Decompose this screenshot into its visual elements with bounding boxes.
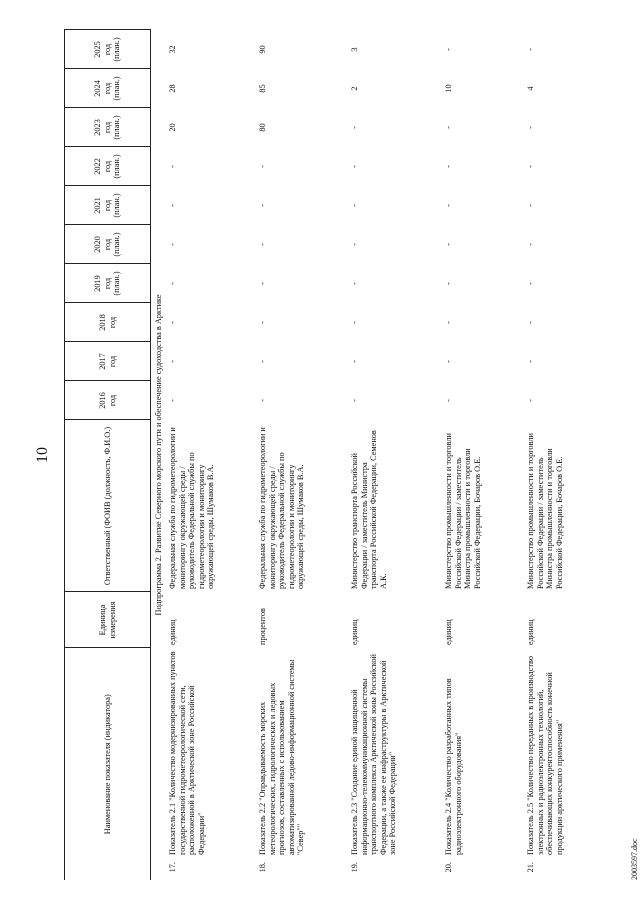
- header-year: 2024 год (план.): [65, 69, 151, 108]
- header-year: 2022 год (план.): [65, 147, 151, 186]
- table-row: 21. Показатель 2.5 "Количество переданных в производство электронных и радиоэлектронных технологий, обеспечивающих конкурентоспособность конечной продукции арктического применения" единиц Министерство промышленности и торговли Российской Федерации / заместитель Министра промышленности и торговли Российской Федерации, Бочаров О.Е. - - - - - - - - 4 -: [526, 48, 564, 873]
- subprogram-row: [151, 30, 167, 880]
- rotated-page: [30, 30, 640, 880]
- table-row: 19. Показатель 2.3 "Создание единой защищенной информационно-телекоммуникационной системы транспортного комплекса Арктической зоны Российской Федерации, а также ее инфраструктуры в Арктической зоне Российской Федерации" единиц Министерство транспорта Российской Федерации / заместитель Министра транспорта Российской Федерации, Семенов А.К. - - - - - - - - 2 3: [350, 47, 397, 873]
- subprogram-title: Подпрограмма 2. Развитие Северного морского пути и обеспечение судоходства в Арктике: [154, 294, 163, 616]
- header-year: 2021 год (план.): [65, 186, 151, 225]
- table-row: 20. Показатель 2.4 "Количество разработанных типов радиоэлектронного оборудования" единиц Министерство промышленности и торговли Российской Федерации / заместитель Министра промышленности и торговли Российской Федерации, Бочаров О.Е. - - - - - - - - 10 -: [444, 48, 482, 873]
- document-code: 2003597.doc: [630, 838, 639, 880]
- indicators-table: [64, 30, 606, 881]
- header-year: 2023 год (план.): [65, 108, 151, 147]
- table-row: 17. Показатель 2.1 "Количество модернизированных пунктов государственной гидрометеорологической сети, расположенной в Арктической зоне Российской Федерации" единиц Федеральная служба по гидрометеорологии и мониторингу окружающей среды / руководитель Федеральной службы по гидрометеорологии и мониторингу окружающей среды, Шумаков В.А. - - - - - - - 20 28 32: [168, 45, 215, 873]
- header-year: 2025 год (план.): [65, 30, 151, 69]
- header-name: Наименование показателя (индикатора): [65, 648, 151, 880]
- page-number: 10: [34, 447, 51, 463]
- header-unit: Единица измерения: [65, 592, 151, 648]
- header-year: 2017 год: [65, 342, 151, 381]
- header-year: 2018 год: [65, 303, 151, 342]
- header-responsible: Ответственный (ФОИВ (должность, Ф.И.О.): [65, 420, 151, 592]
- header-year: 2016 год: [65, 381, 151, 420]
- header-year: 2019 год (план.): [65, 264, 151, 303]
- header-row: [65, 30, 151, 880]
- header-year: 2020 год (план.): [65, 225, 151, 264]
- table-row: 18. Показатель 2.2 "Оправдываемость морских метеорологических, гидрологических и ледовых прогнозов, составленных с использованием автоматизированной ледово-информационной системы "Север"" процентов Федеральная служба по гидрометеорологии и мониторингу окружающей среды / руководитель Федеральной службы по гидрометеорологии и мониторингу окружающей среды, Шумаков В.А. - - - - - - - 80 85 90: [258, 45, 305, 873]
